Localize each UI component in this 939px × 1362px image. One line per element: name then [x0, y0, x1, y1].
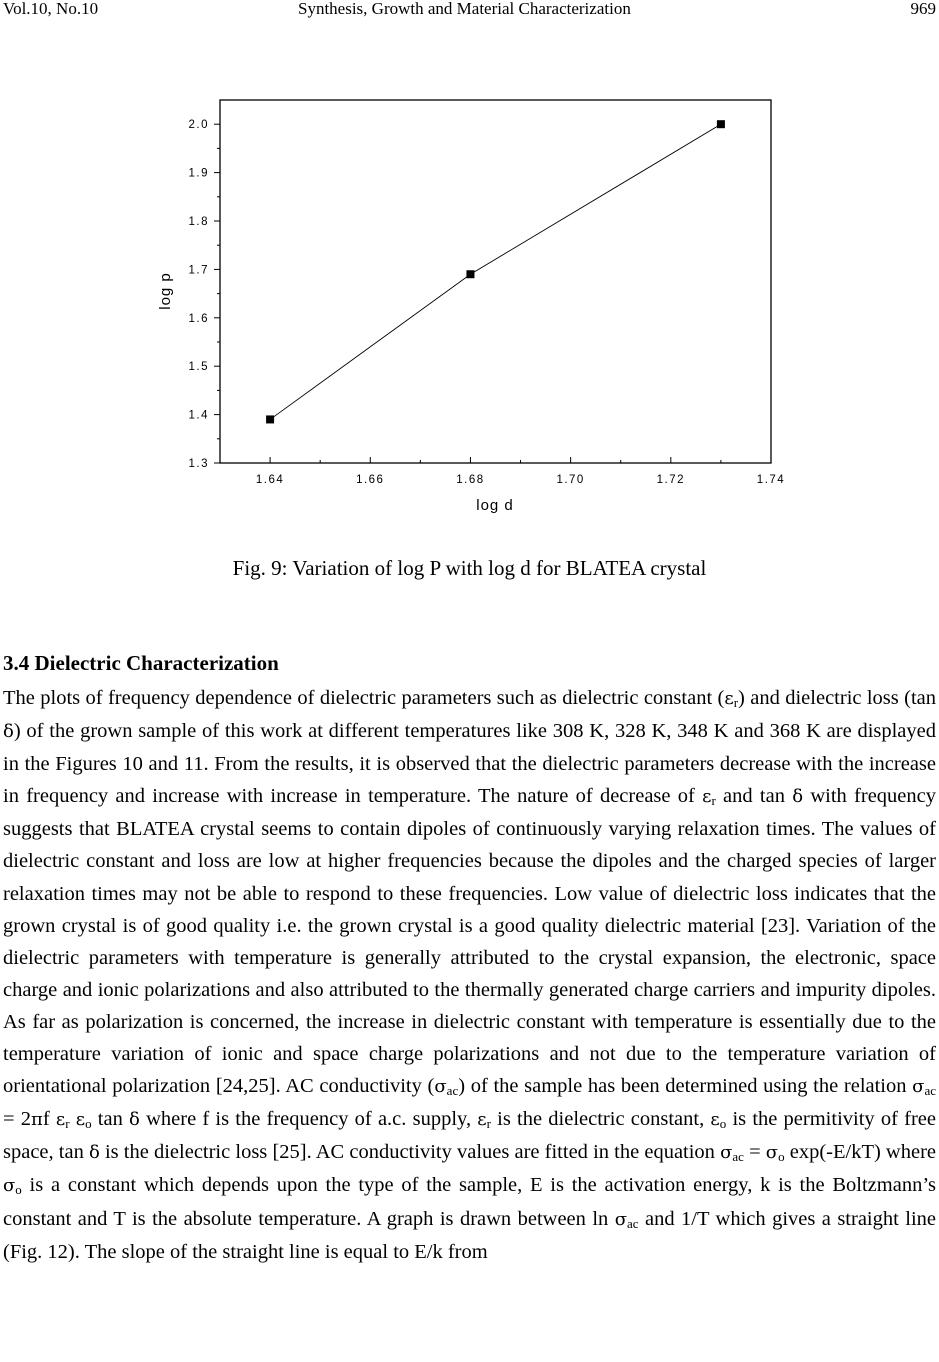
header-page-number: 969 [910, 0, 936, 18]
data-point [466, 270, 474, 278]
data-point [717, 120, 725, 128]
figure-caption: Fig. 9: Variation of log P with log d for BLATEA crystal [232, 556, 707, 580]
series-line [270, 124, 721, 419]
y-tick-label: 1.3 [188, 458, 209, 470]
tick-labels [189, 119, 786, 486]
data-markers [266, 120, 725, 423]
axis-ticks [214, 124, 771, 463]
x-tick-label: 1.72 [656, 474, 686, 486]
header-volume: Vol.10, No.10 [3, 0, 99, 18]
x-tick-label: 1.64 [255, 474, 285, 486]
x-tick-label: 1.66 [356, 474, 385, 486]
header-journal: Synthesis, Growth and Material Characterization [298, 0, 631, 18]
x-tick-label: 1.68 [456, 474, 485, 486]
y-tick-label: 1.4 [188, 409, 209, 422]
y-tick-label: 1.5 [188, 361, 209, 374]
y-tick-label: 1.8 [188, 216, 209, 228]
running-header [0, 0, 939, 24]
section-heading: 3.4 Dielectric Characterization [3, 651, 279, 675]
x-tick-label: 1.70 [556, 474, 585, 486]
y-tick-label: 1.6 [188, 312, 209, 325]
x-tick-label: 1.74 [756, 474, 786, 486]
body-paragraph: The plots of frequency dependence of dielectric parameters such as dielectric constant $(\varepsilon_r)$ and dielectric loss (tan δ) of the grown sample of this work at different temperatures like 308 K, 328 K, 348 K and 368 K are displayed in the Figures 10 and 11. From the results, it is observed that the dielectric parameters decrease with the increase in frequency and increase with increase in temperature. The nature of decrease of $\varepsilon_r$ and tan δ with frequency suggests that BLATEA crystal seems to contain dipoles of continuously varying relaxation times. The values of dielectric constant and loss are low at higher frequencies because the dipoles and the charged species of larger relaxation times may not be able to respond to these frequencies. Low value of dielectric loss indicates that the grown crystal is of good quality i.e. the grown crystal is a good quality dielectric material [23]. Variation of the dielectric parameters with temperature is generally attributed to the crystal expansion, the electronic, space charge and ionic polarizations and also attributed to the thermally generated charge carriers and impurity dipoles. As far as polarization is concerned, the increase in dielectric constant with temperature is essentially due to the temperature variation of ionic and space charge polarizations and not due to the temperature variation of orientational polarization [24,25]. AC conductivity $(\sigma_{ac})$ of the sample has been determined using the relation $\sigma_{ac} = 2\pi f$ $\varepsilon_r$ $\varepsilon_o$ tan δ where f is the frequency of a.c. supply, $\varepsilon_r$ is the dielectric constant, $\varepsilon_o$ is the permitivity of free space, tan δ is the dielectric loss [25]. AC conductivity values are fitted in the equation $\sigma_{ac} = \sigma_o$ exp(-E/kT) where $\sigma_o$ is a constant which depends upon the type of the sample, E is the activation energy, k is the Boltzmann’s constant and T is the absolute temperature. A graph is drawn between $\ln \sigma_{ac}$ and 1/T which gives a straight line (Fig. 12). The slope of the straight line is equal to E/k from [3, 687, 937, 1263]
y-tick-label: 1.9 [188, 167, 209, 180]
y-tick-label: 1.7 [188, 264, 209, 277]
x-axis-label: log d [476, 497, 514, 514]
plot-frame [220, 100, 771, 463]
data-point [266, 415, 274, 423]
log-p-vs-log-d-chart [0, 80, 939, 520]
y-axis-label: log p [157, 272, 174, 310]
y-tick-label: 2.0 [188, 119, 209, 132]
